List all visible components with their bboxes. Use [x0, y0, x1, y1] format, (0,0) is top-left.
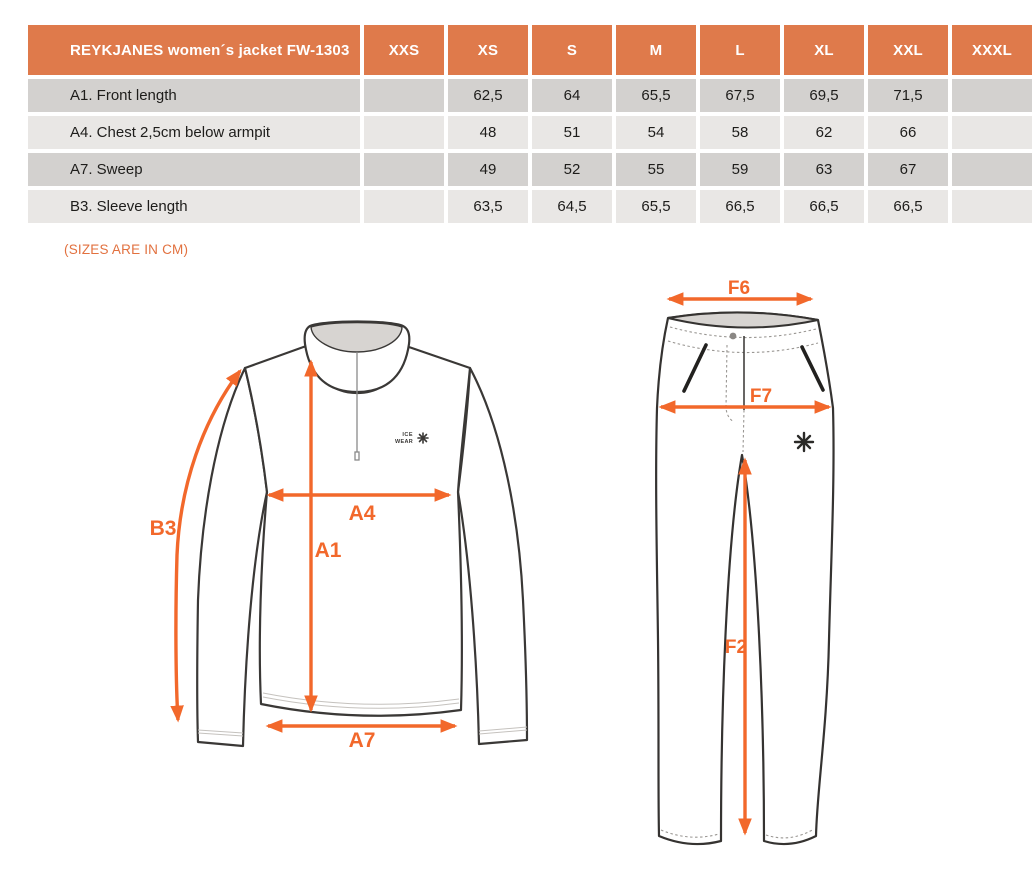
size-col-m: M — [616, 25, 696, 75]
row-label: A1. Front length — [28, 79, 360, 112]
size-cell: 66,5 — [700, 190, 780, 223]
size-cell: 49 — [448, 153, 528, 186]
size-cell: 71,5 — [868, 79, 948, 112]
size-cell: 51 — [532, 116, 612, 149]
size-cell: 63,5 — [448, 190, 528, 223]
pants-measurement-diagram — [640, 275, 852, 875]
jacket-measurement-diagram — [120, 295, 570, 795]
size-cell: 58 — [700, 116, 780, 149]
size-cell: 66,5 — [868, 190, 948, 223]
product-header: REYKJANES women´s jacket FW-1303 — [28, 25, 360, 75]
jacket-outline — [197, 345, 527, 746]
size-cell: 65,5 — [616, 79, 696, 112]
label-a4: A4 — [348, 502, 376, 525]
size-cell: 65,5 — [616, 190, 696, 223]
size-cell: 69,5 — [784, 79, 864, 112]
snowflake-icon — [795, 433, 813, 451]
size-col-xxl: XXL — [868, 25, 948, 75]
size-col-xxs: XXS — [364, 25, 444, 75]
size-cell: 64 — [532, 79, 612, 112]
sizes-unit-note: (SIZES ARE IN CM) — [64, 242, 189, 257]
size-cell: 52 — [532, 153, 612, 186]
size-col-s: S — [532, 25, 612, 75]
size-cell — [364, 190, 444, 223]
label-b3: B3 — [149, 517, 177, 540]
size-cell: 55 — [616, 153, 696, 186]
row-label: A4. Chest 2,5cm below armpit — [28, 116, 360, 149]
size-cell: 62,5 — [448, 79, 528, 112]
size-cell — [952, 79, 1032, 112]
size-col-xxxl: XXXL — [952, 25, 1032, 75]
size-cell — [364, 153, 444, 186]
size-cell: 64,5 — [532, 190, 612, 223]
size-cell — [364, 79, 444, 112]
size-cell: 66 — [868, 116, 948, 149]
size-cell — [364, 116, 444, 149]
size-col-l: L — [700, 25, 780, 75]
size-cell: 62 — [784, 116, 864, 149]
size-col-xs: XS — [448, 25, 528, 75]
label-a7: A7 — [348, 729, 376, 752]
row-label: B3. Sleeve length — [28, 190, 360, 223]
snowflake-icon — [418, 433, 428, 443]
size-cell: 63 — [784, 153, 864, 186]
size-cell: 54 — [616, 116, 696, 149]
label-f6: F6 — [727, 278, 751, 299]
size-cell — [952, 116, 1032, 149]
size-table — [28, 25, 1032, 223]
size-col-xl: XL — [784, 25, 864, 75]
size-cell: 67,5 — [700, 79, 780, 112]
logo-text-line1: ICE — [402, 432, 413, 438]
label-f2: F2 — [724, 637, 748, 658]
size-cell: 66,5 — [784, 190, 864, 223]
size-cell — [952, 190, 1032, 223]
logo-text-line2: WEAR — [394, 439, 413, 445]
pants-button — [730, 333, 737, 340]
label-a1: A1 — [314, 539, 342, 562]
size-cell: 67 — [868, 153, 948, 186]
row-label: A7. Sweep — [28, 153, 360, 186]
size-cell — [952, 153, 1032, 186]
size-cell: 59 — [700, 153, 780, 186]
label-f7: F7 — [749, 386, 773, 407]
size-cell: 48 — [448, 116, 528, 149]
